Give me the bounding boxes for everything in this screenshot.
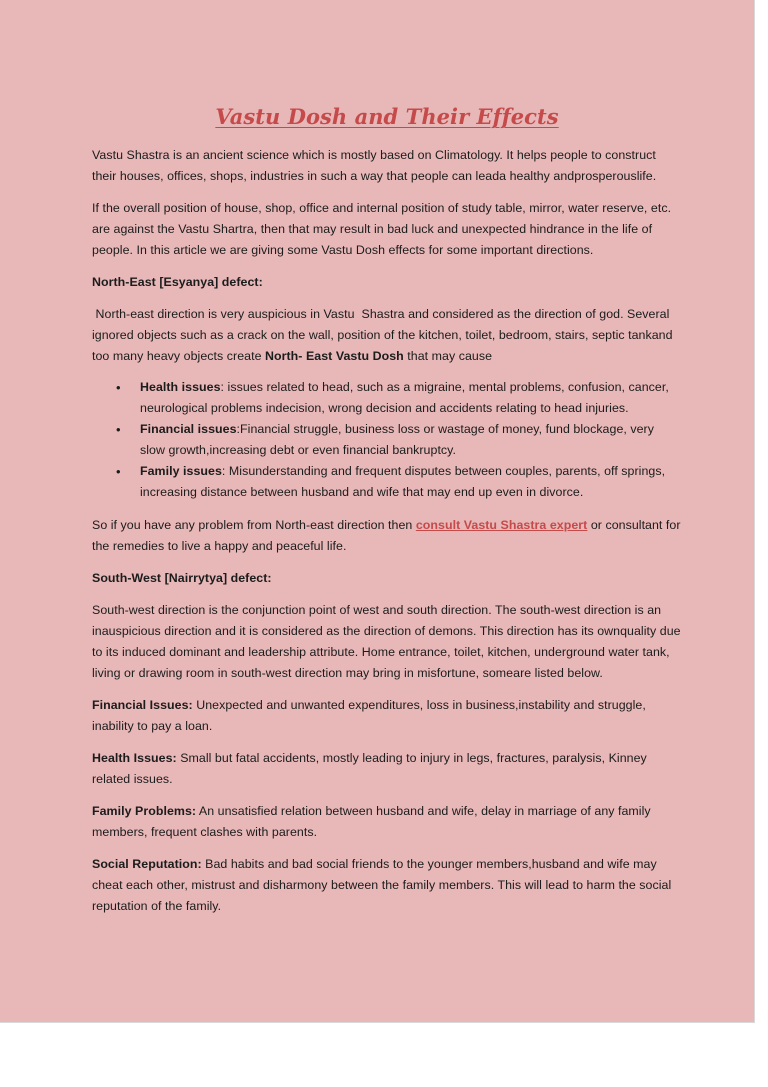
south-west-item-health: Health Issues: Small but fatal accidents, mostly leading to injury in legs, fractures, paralysis, Kinney related issues.: [92, 751, 647, 786]
north-east-paragraph: North-east direction is very auspicious in Vastu Shastra and considered as the direction of god. Several ignored objects such as a crack on the wall, position of the kitchen, toilet, bedroom, stairs, septic tankand too many heavy objects create North- East Vastu Dosh that may cause: [92, 307, 677, 363]
intro-paragraph-2: If the overall position of house, shop, office and internal position of study table, mirror, water reserve, etc. are against the Vastu Shartra, then that may result in bad luck and unexpected hindrance in the life of people. In this article we are giving some Vastu Dosh effects for some important directions.: [92, 201, 672, 257]
consult-expert-link[interactable]: consult Vastu Shastra expert: [415, 518, 588, 532]
south-west-heading: South-West [Nairrytya] defect:: [92, 571, 272, 585]
intro-paragraph-1: Vastu Shastra is an ancient science which is mostly based on Climatology. It helps people to construct their houses, offices, shops, industries in such a way that people can leada healthy andprosperouslife.: [92, 148, 657, 183]
north-east-heading: North-East [Esyanya] defect:: [92, 275, 263, 289]
list-item-family: • Family issues: Misunderstanding and frequent disputes between couples, parents, off springs, increasing distance between husband and wife that may end up even in divorce.: [140, 461, 682, 503]
north-east-effects-list: [92, 377, 682, 503]
south-west-paragraph: South-west direction is the conjunction point of west and south direction. The south-west direction is an inauspicious direction and it is considered as the direction of demons. This direction has its ownquality due to its induced dominant and leadership attribute. Home entrance, toilet, kitchen, underground water tank, living or drawing room in south-west direction may bring in misfortune, someare listed below.: [92, 603, 681, 680]
list-item-financial: • Financial issues:Financial struggle, business loss or wastage of money, fund blockage, very slow growth,increasing debt or even financial bankruptcy.: [140, 419, 682, 461]
south-west-item-social: Social Reputation: Bad habits and bad social friends to the younger members,husband and wife may cheat each other, mistrust and disharmony between the family members. This will lead to harm the social reputation of the family.: [92, 857, 672, 913]
south-west-item-family: Family Problems: An unsatisfied relation between husband and wife, delay in marriage of any family members, frequent clashes with parents.: [92, 804, 651, 839]
consult-paragraph: So if you have any problem from North-east direction then consult Vastu Shastra expert or consultant for the remedies to live a happy and peaceful life.: [92, 518, 681, 553]
document-title: Vastu Dosh and Their Effects: [215, 104, 559, 129]
list-item-health: • Health issues: issues related to head, such as a migraine, mental problems, confusion, cancer, neurological problems indecision, wrong decision and accidents relating to head injuries.: [140, 377, 682, 419]
document-body: [92, 100, 682, 928]
south-west-item-financial: Financial Issues: Unexpected and unwanted expenditures, loss in business,instability and struggle, inability to pay a loan.: [92, 698, 646, 733]
